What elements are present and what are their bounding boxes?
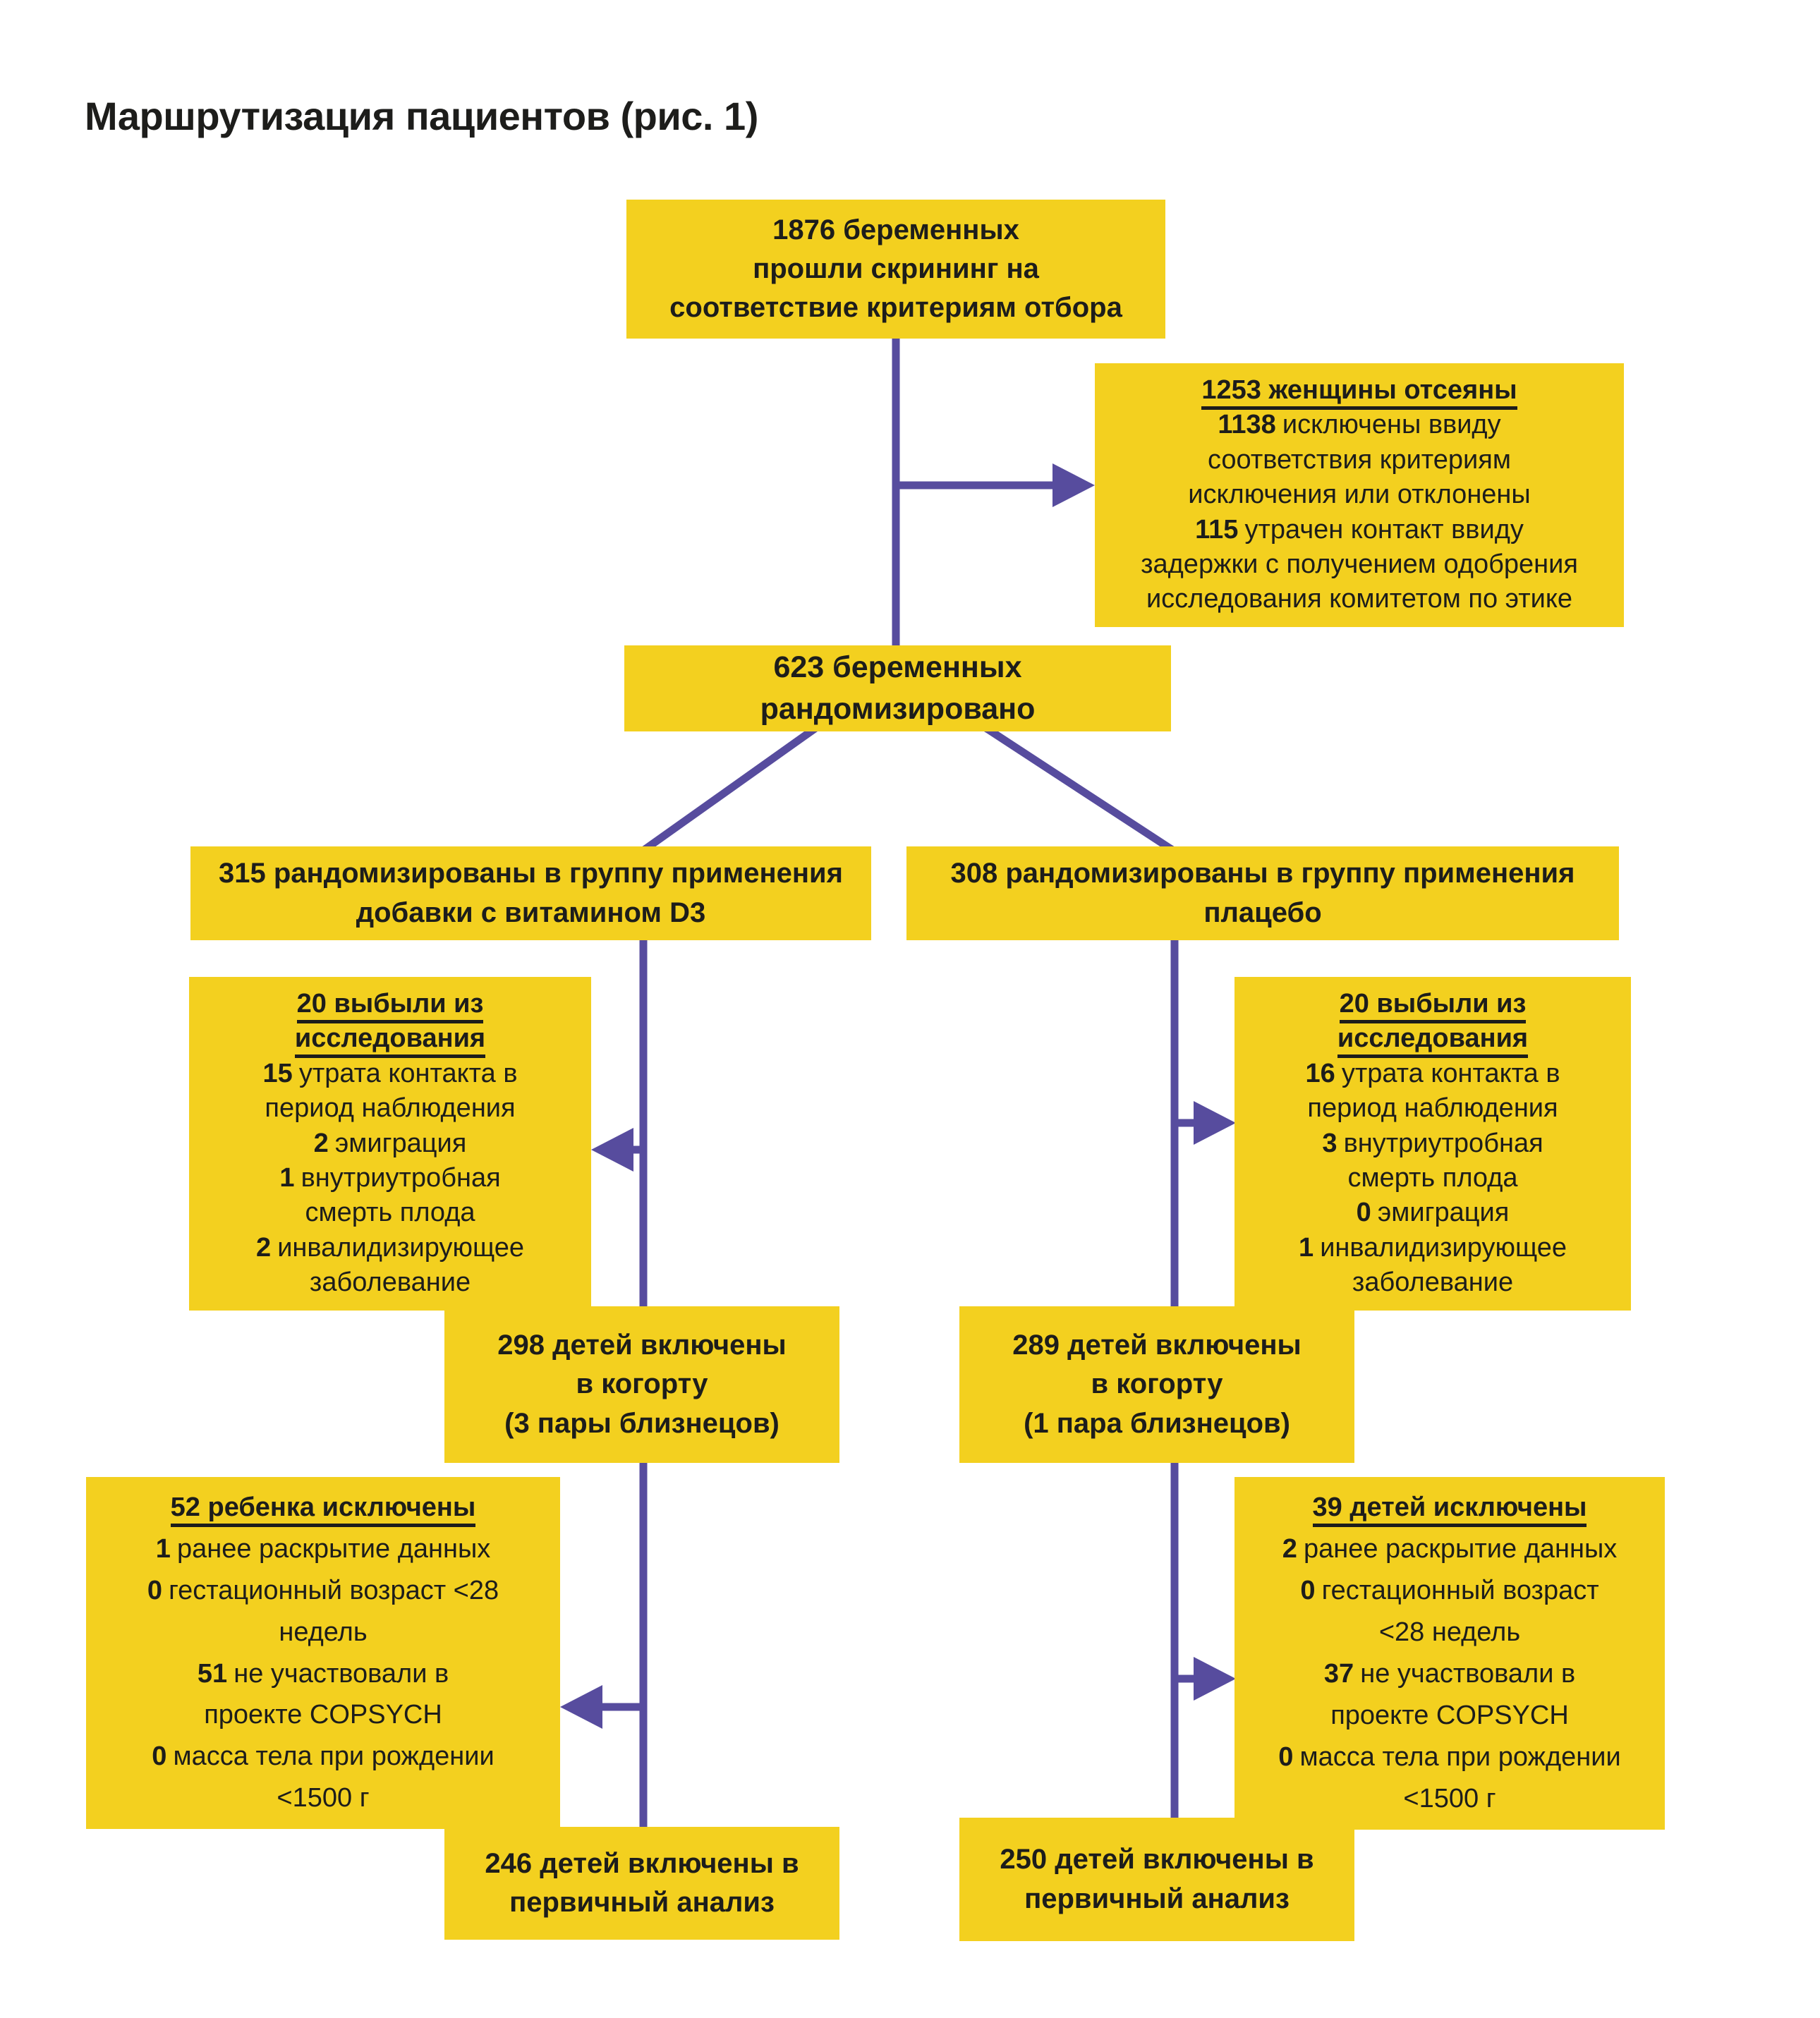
item-text: ранее раскрытие данных bbox=[1303, 1534, 1618, 1564]
arrow-left-icon bbox=[560, 1685, 602, 1729]
item-text: <28 недель bbox=[1378, 1617, 1521, 1648]
item-count: 37 bbox=[1323, 1659, 1354, 1689]
item-count: 1 bbox=[279, 1162, 295, 1193]
box-heading: 52 ребенка исключены bbox=[171, 1487, 476, 1528]
item-text: внутриутробная bbox=[301, 1162, 501, 1193]
box-text-line: 623 беременных рандомизировано bbox=[760, 650, 1036, 726]
item-count: 15 bbox=[262, 1058, 293, 1088]
item-text: <1500 г bbox=[1403, 1783, 1496, 1813]
box-text-line: первичный анализ bbox=[1024, 1883, 1290, 1914]
box-text-line: 308 рандомизированы в группу применения bbox=[950, 858, 1575, 889]
dropout-item bbox=[1299, 1231, 1567, 1301]
vitamin-dropout-box bbox=[189, 977, 591, 1311]
box-text-line: плацебо bbox=[1203, 896, 1322, 928]
box-text-line: 250 детей включены в bbox=[1000, 1844, 1314, 1876]
box-text-line: соответствие критериям отбора bbox=[669, 292, 1122, 324]
item-count: 1 bbox=[1298, 1232, 1314, 1263]
box-text-line: 315 рандомизированы в группу применения bbox=[219, 858, 843, 889]
dropout-item bbox=[1322, 1126, 1543, 1196]
item-text: проекте COPSYCH bbox=[1330, 1700, 1569, 1730]
randomized-box bbox=[624, 645, 1171, 731]
item-text: смерть плода bbox=[305, 1198, 475, 1228]
vitamin-analysis-box bbox=[444, 1827, 839, 1940]
item-text: задержки с получением одобрения bbox=[1141, 549, 1578, 579]
item-text: соответствия критериям bbox=[1207, 444, 1511, 475]
item-count: 2 bbox=[255, 1232, 272, 1263]
box-text-line: 289 детей включены bbox=[1012, 1330, 1302, 1361]
page-title: Маршрутизация пациентов (рис. 1) bbox=[85, 94, 758, 138]
excluded-item bbox=[1324, 1653, 1575, 1737]
box-text-line: 1876 беременных bbox=[772, 214, 1019, 245]
item-text: утрата контакта в bbox=[1341, 1058, 1560, 1088]
item-text: не участвовали в bbox=[233, 1658, 449, 1689]
dropout-item bbox=[1357, 1196, 1510, 1230]
excluded-item bbox=[1188, 408, 1530, 512]
placebo-analysis-box bbox=[959, 1818, 1354, 1941]
excluded-item bbox=[102, 1570, 545, 1653]
dropout-item bbox=[262, 1057, 517, 1126]
item-text: утрата контакта в bbox=[298, 1058, 518, 1088]
item-text: эмиграция bbox=[1377, 1198, 1510, 1228]
item-text: <1500 г bbox=[277, 1783, 370, 1813]
excluded-item bbox=[152, 1736, 494, 1819]
excluded-item bbox=[1300, 1570, 1598, 1653]
item-text: проекте COPSYCH bbox=[204, 1700, 442, 1730]
item-count: 115 bbox=[1195, 514, 1239, 545]
item-count: 1138 bbox=[1218, 410, 1276, 440]
item-count: 51 bbox=[197, 1658, 228, 1689]
item-text: смерть плода bbox=[1347, 1162, 1518, 1193]
vitamin-cohort-box bbox=[444, 1306, 839, 1463]
placebo-excluded-box bbox=[1234, 1477, 1665, 1830]
box-text-line: 246 детей включены в bbox=[485, 1847, 799, 1879]
screened-out-box bbox=[1095, 363, 1624, 627]
placebo-dropout-box bbox=[1234, 977, 1631, 1311]
excluded-item bbox=[1141, 513, 1578, 617]
item-count: 0 bbox=[152, 1742, 167, 1772]
item-text: не участвовали в bbox=[1360, 1659, 1576, 1689]
item-text: масса тела при рождении bbox=[1299, 1742, 1621, 1772]
box-text-line: прошли скрининг на bbox=[753, 253, 1039, 284]
arrow-right-icon bbox=[1052, 463, 1095, 507]
item-text: заболевание bbox=[1352, 1268, 1514, 1298]
item-count: 2 bbox=[313, 1128, 329, 1158]
box-heading: 20 выбыли из исследования bbox=[205, 987, 576, 1057]
box-text-line: в когорту bbox=[1091, 1368, 1223, 1400]
item-text: период наблюдения bbox=[265, 1093, 516, 1124]
item-text: утрачен контакт ввиду bbox=[1244, 514, 1524, 545]
excluded-item bbox=[1282, 1528, 1618, 1570]
arrow-right-icon bbox=[1194, 1101, 1236, 1145]
item-count: 2 bbox=[1282, 1534, 1297, 1564]
item-text: исключены ввиду bbox=[1282, 410, 1501, 440]
item-count: 3 bbox=[1322, 1128, 1337, 1158]
excluded-item bbox=[198, 1653, 449, 1737]
dropout-item bbox=[279, 1161, 500, 1231]
box-heading: 1253 женщины отсеяны bbox=[1201, 373, 1517, 408]
box-text-line: (3 пары близнецов) bbox=[504, 1407, 779, 1439]
box-text-line: (1 пара близнецов) bbox=[1024, 1407, 1290, 1439]
item-text: исследования комитетом по этике bbox=[1146, 584, 1573, 614]
item-count: 16 bbox=[1305, 1058, 1335, 1088]
item-text: инвалидизирующее bbox=[277, 1232, 525, 1263]
box-text-line: добавки с витамином D3 bbox=[356, 896, 706, 928]
item-text: эмиграция bbox=[334, 1128, 467, 1158]
item-count: 1 bbox=[155, 1533, 171, 1564]
dropout-item bbox=[314, 1126, 467, 1161]
box-heading: 39 детей исключены bbox=[1313, 1487, 1587, 1528]
excluded-item bbox=[156, 1528, 491, 1570]
item-text: инвалидизирующее bbox=[1320, 1232, 1567, 1263]
item-count: 0 bbox=[1278, 1742, 1294, 1772]
item-count: 0 bbox=[147, 1575, 162, 1605]
arrow-left-icon bbox=[591, 1128, 633, 1172]
placebo-group-box bbox=[906, 846, 1619, 940]
placebo-cohort-box bbox=[959, 1306, 1354, 1463]
item-text: заболевание bbox=[309, 1268, 471, 1298]
box-text-line: в когорту bbox=[576, 1368, 708, 1400]
dropout-item bbox=[1305, 1057, 1560, 1126]
item-text: внутриутробная bbox=[1343, 1128, 1543, 1158]
vitamin-excluded-box bbox=[86, 1477, 560, 1829]
item-text: исключения или отклонены bbox=[1188, 480, 1531, 510]
item-text: масса тела при рождении bbox=[173, 1742, 495, 1772]
excluded-item bbox=[1278, 1737, 1620, 1820]
item-text: гестационный возраст bbox=[1321, 1576, 1599, 1606]
dropout-item bbox=[256, 1231, 524, 1301]
item-text: ранее раскрытие данных bbox=[176, 1533, 491, 1564]
item-text: период наблюдения bbox=[1307, 1093, 1558, 1124]
item-text: гестационный возраст <28 недель bbox=[169, 1575, 499, 1647]
arrow-right-icon bbox=[1194, 1657, 1236, 1701]
box-text-line: первичный анализ bbox=[509, 1887, 775, 1918]
vitamin-group-box bbox=[190, 846, 871, 940]
box-heading: 20 выбыли из исследования bbox=[1250, 987, 1615, 1057]
item-count: 0 bbox=[1356, 1198, 1371, 1228]
box-text-line: 298 детей включены bbox=[497, 1330, 787, 1361]
screening-box bbox=[626, 200, 1165, 339]
item-count: 0 bbox=[1300, 1576, 1316, 1606]
